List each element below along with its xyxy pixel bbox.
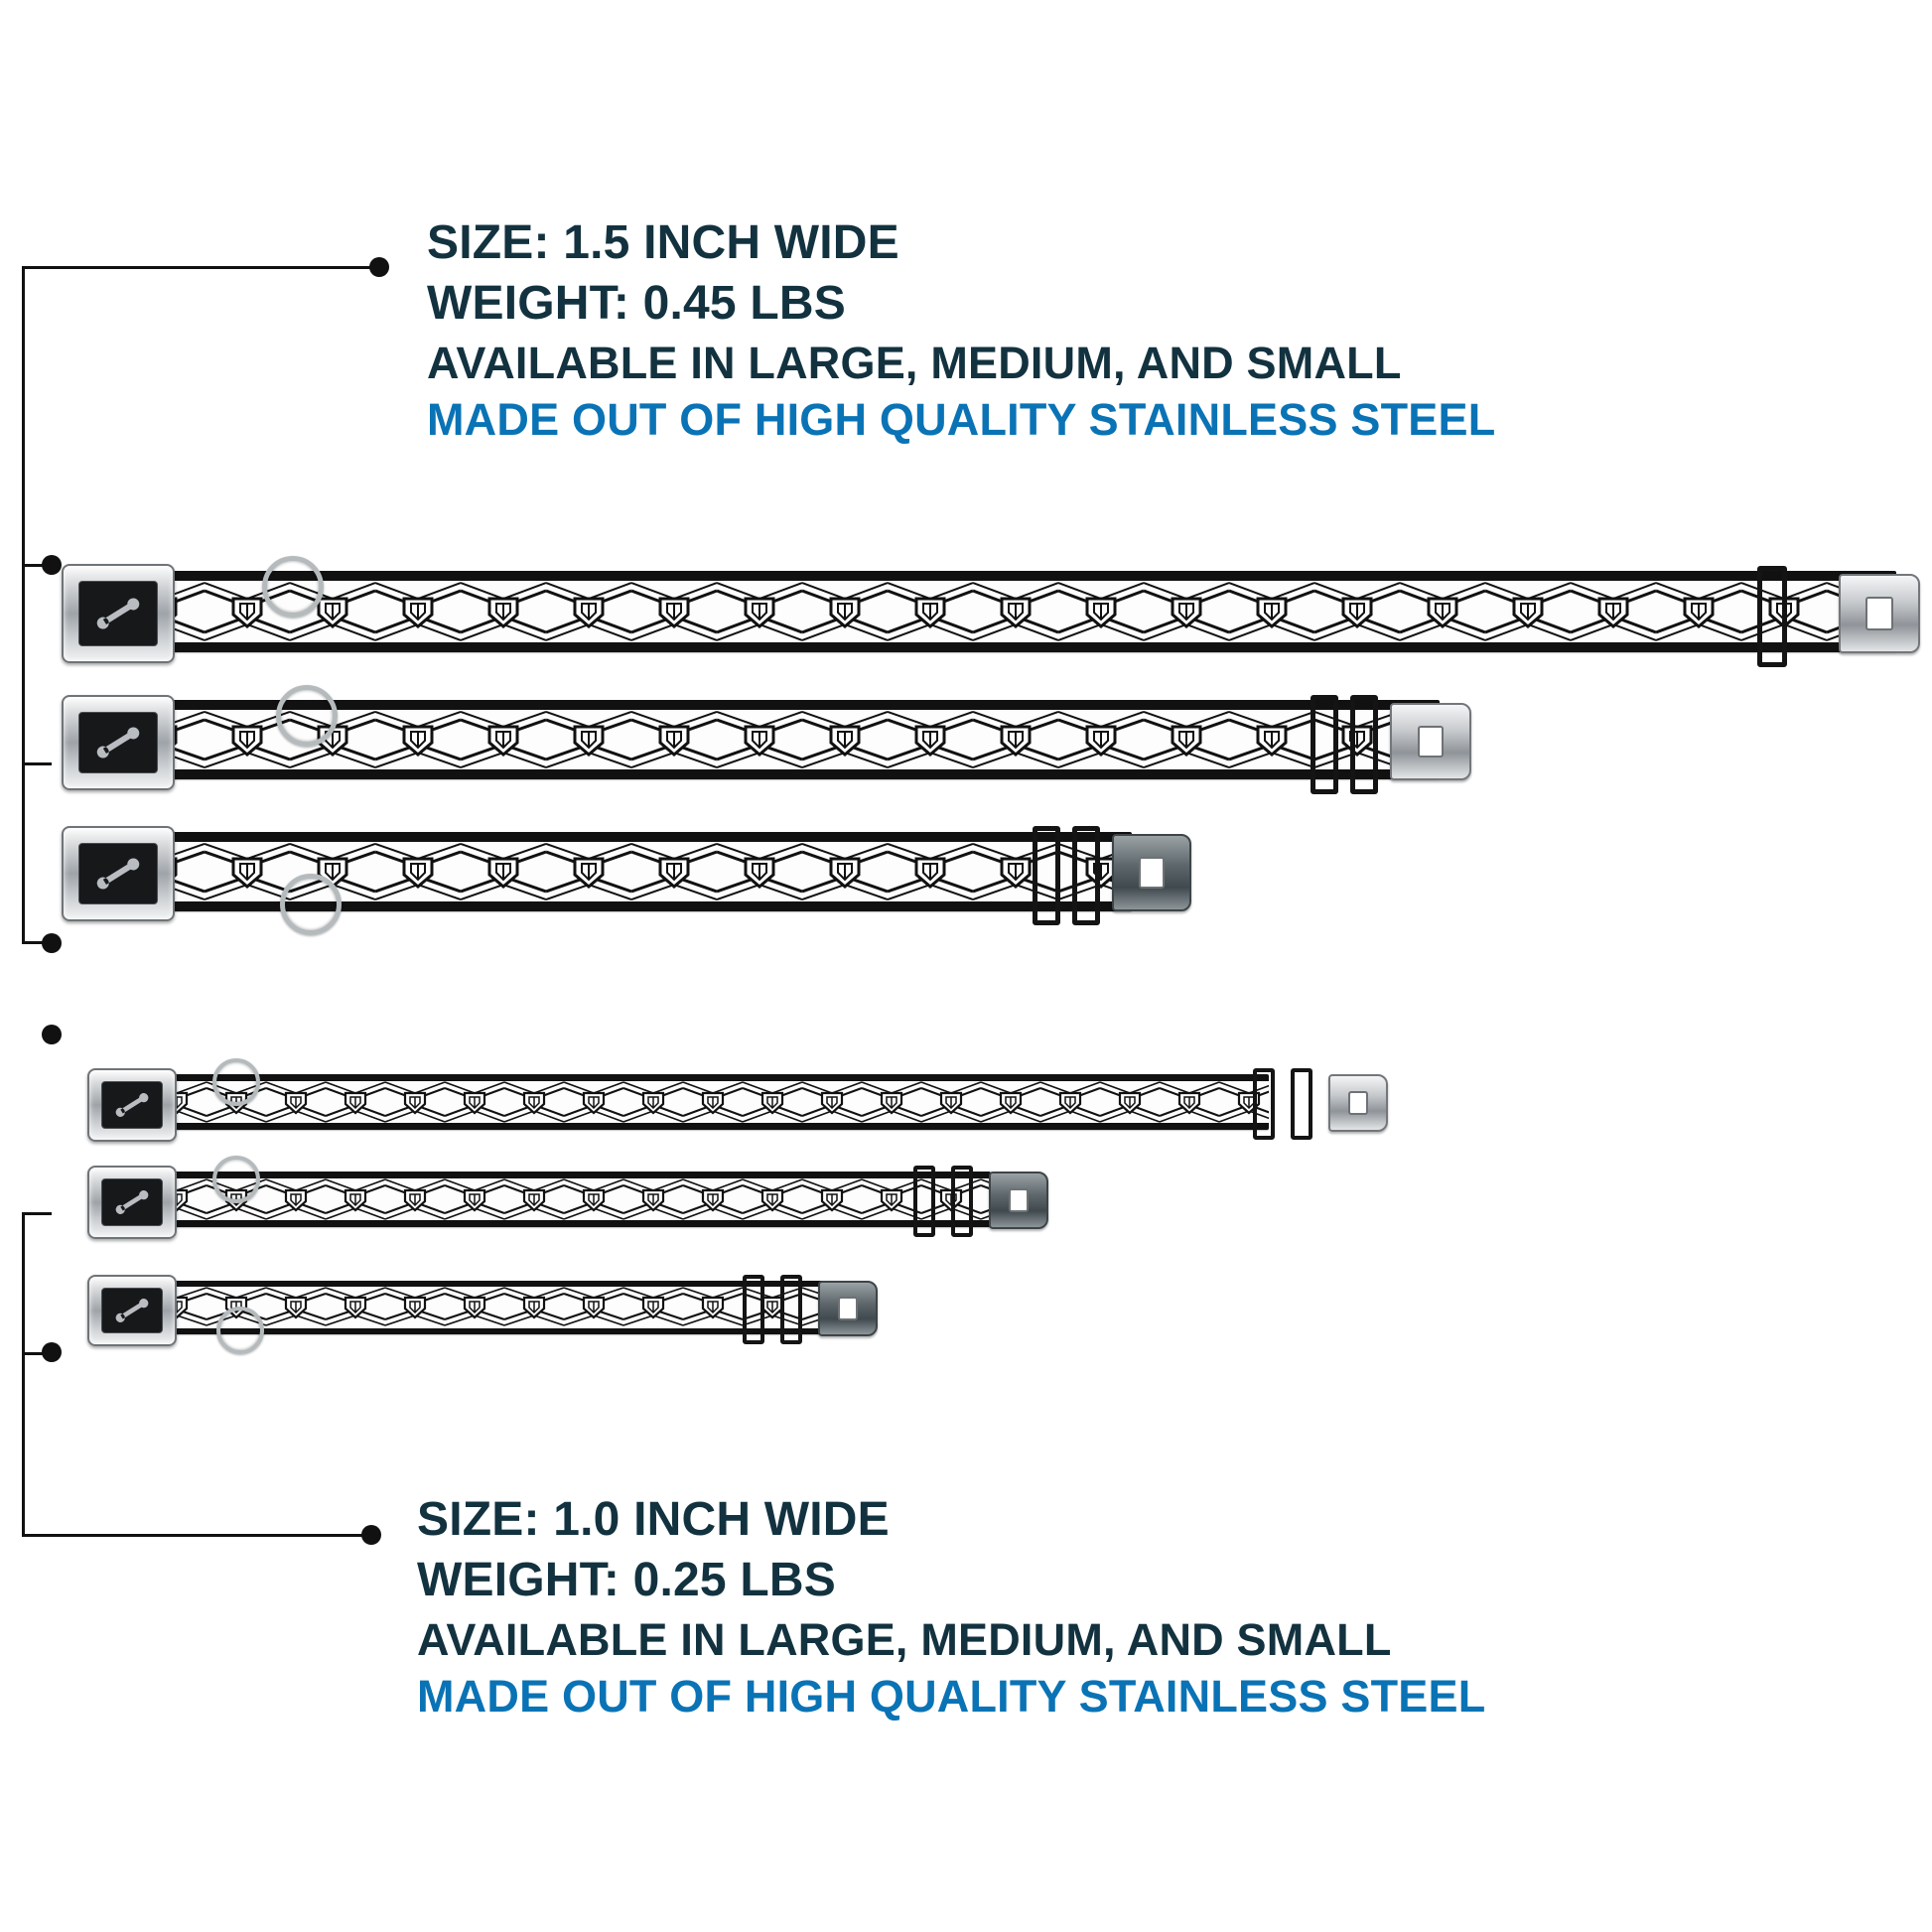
seatbelt-buckle[interactable] <box>62 826 175 921</box>
tongue-hole <box>1418 726 1444 758</box>
collar-strap <box>119 571 1896 652</box>
tongue-hole <box>838 1297 858 1320</box>
shield-chain-pattern-icon <box>147 1178 991 1220</box>
metal-tongue-icon <box>1328 1074 1388 1132</box>
spec-material-top: MADE OUT OF HIGH QUALITY STAINLESS STEEL <box>427 394 1496 446</box>
d-ring-icon <box>262 556 324 618</box>
buckle-face <box>101 1288 163 1333</box>
leader-line-bottom-horizontal <box>22 1534 371 1537</box>
seatbelt-buckle[interactable] <box>62 564 175 663</box>
buckle-face <box>78 581 157 645</box>
strap-keeper-secondary <box>1072 826 1100 925</box>
d-ring-icon <box>276 685 338 747</box>
strap-keeper-secondary <box>951 1166 973 1237</box>
strap-keeper <box>1311 695 1338 794</box>
d-ring-icon <box>212 1156 260 1203</box>
buckle-face <box>78 843 157 905</box>
leader-line-bottom-branch-small <box>22 1212 52 1215</box>
buckle-face <box>78 712 157 774</box>
leader-line-top-branch-small <box>22 762 52 765</box>
tongue-hole <box>1139 857 1165 889</box>
leader-line-bottom-vertical <box>22 1212 25 1536</box>
leader-dot-top-callout <box>369 257 389 277</box>
leader-line-bottom-branch-small-2 <box>22 1352 52 1355</box>
leader-dot-bottom-callout <box>361 1525 381 1545</box>
tongue-hole <box>1348 1091 1368 1115</box>
strap-keeper <box>743 1275 764 1344</box>
bone-icon <box>90 590 147 637</box>
bone-icon <box>90 719 147 766</box>
strap-keeper <box>1033 826 1060 925</box>
metal-tongue-icon <box>1839 574 1920 653</box>
strap-keeper-secondary <box>1350 695 1378 794</box>
bone-icon <box>90 850 147 897</box>
strap-keeper-secondary <box>1291 1068 1312 1140</box>
seatbelt-buckle[interactable] <box>87 1068 177 1142</box>
spec-material-bottom: MADE OUT OF HIGH QUALITY STAINLESS STEEL <box>417 1671 1486 1723</box>
collar-strap-inner <box>147 1081 1269 1124</box>
buckle-face <box>101 1178 163 1226</box>
strap-keeper <box>1757 566 1787 667</box>
spec-availability-bottom: AVAILABLE IN LARGE, MEDIUM, AND SMALL <box>417 1613 1392 1665</box>
metal-tongue-icon <box>1390 703 1471 780</box>
collar-strap-inner <box>119 581 1896 642</box>
collar-strap <box>147 1074 1269 1130</box>
bone-icon <box>110 1183 154 1220</box>
seatbelt-buckle[interactable] <box>62 695 175 790</box>
metal-tongue-icon <box>989 1172 1048 1229</box>
tongue-hole <box>1865 597 1893 630</box>
spec-block-top <box>427 212 1495 449</box>
collar-strap-inner <box>147 1178 991 1221</box>
spec-availability-top: AVAILABLE IN LARGE, MEDIUM, AND SMALL <box>427 337 1402 388</box>
metal-tongue-icon <box>1112 834 1191 911</box>
leader-line-top-branch-small-2 <box>22 941 52 944</box>
leader-line-top-spine-lower <box>22 762 25 943</box>
collar-strap-inner <box>119 842 1132 902</box>
collar-strap <box>119 832 1132 911</box>
spec-block-bottom <box>417 1489 1485 1725</box>
seatbelt-buckle[interactable] <box>87 1275 177 1346</box>
collar-strap <box>147 1172 991 1227</box>
metal-tongue-icon <box>818 1281 878 1336</box>
shield-chain-pattern-icon <box>119 842 1132 901</box>
spec-size-top: SIZE: 1.5 INCH WIDE <box>427 216 899 269</box>
d-ring-icon <box>212 1058 260 1106</box>
d-ring-icon <box>280 874 342 935</box>
spec-weight-top: WEIGHT: 0.45 LBS <box>427 277 846 331</box>
shield-chain-pattern-icon <box>147 1081 1269 1123</box>
shield-chain-pattern-icon <box>119 581 1896 642</box>
strap-keeper <box>1253 1068 1275 1140</box>
strap-keeper-secondary <box>780 1275 802 1344</box>
bone-icon <box>110 1086 154 1123</box>
buckle-face <box>101 1081 163 1129</box>
d-ring-icon <box>216 1307 264 1354</box>
leader-dot-top-large <box>42 555 62 575</box>
tongue-hole <box>1009 1188 1029 1212</box>
strap-keeper <box>913 1166 935 1237</box>
leader-line-top-horizontal <box>22 266 379 269</box>
bone-icon <box>110 1292 154 1328</box>
leader-dot-bottom-large <box>42 1025 62 1044</box>
spec-size-bottom: SIZE: 1.0 INCH WIDE <box>417 1493 890 1546</box>
spec-weight-bottom: WEIGHT: 0.25 LBS <box>417 1554 836 1607</box>
seatbelt-buckle[interactable] <box>87 1166 177 1239</box>
leader-line-top-vertical <box>22 266 25 764</box>
